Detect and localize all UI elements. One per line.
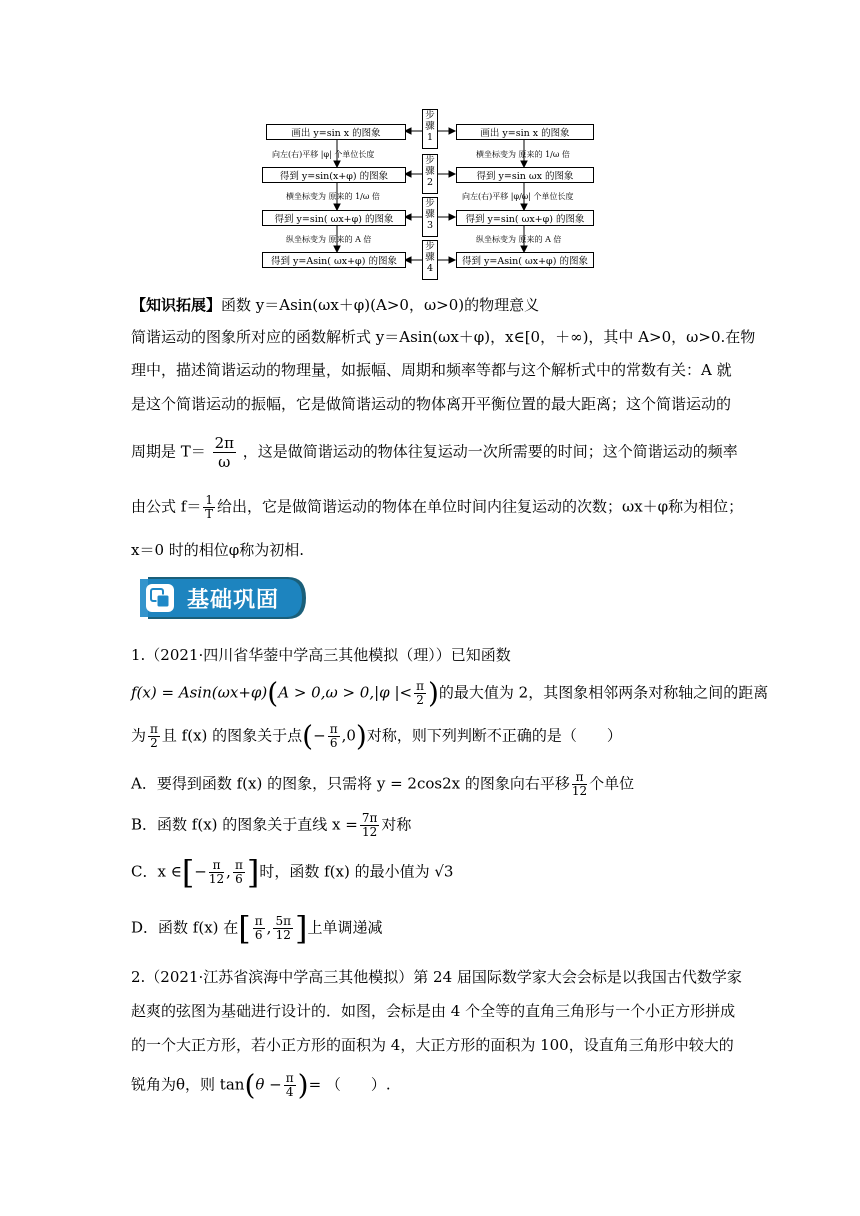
section-badge-label: 基础巩固 — [187, 588, 280, 613]
flow-step-2: 步骤2 — [422, 154, 438, 194]
flow-left-box-3: 得到 y=sin( ωx+φ) 的图象 — [262, 210, 406, 226]
q1-stem-line-2: f(x) = Asin(ωx+φ)(A > 0,ω > 0,|φ |< $\frac{\pi}{2}$ )的最大值为 2，其图象相邻两条对称轴之间的距离 — [131, 676, 769, 710]
q2-stem-line-3: 的一个大正方形，若小正方形的面积为 4，大正方形的面积为 100，设直角三角形中较大的 — [131, 1036, 734, 1054]
flow-right-label-3: 纵坐标变为 原来的 A 倍 — [476, 235, 562, 244]
flow-left-box-1: 画出 y=sin x 的图象 — [266, 124, 406, 140]
flow-right-box-1: 画出 y=sin x 的图象 — [456, 124, 594, 140]
flow-left-label-1: 向左(右)平移 |φ| 个单位长度 — [272, 150, 375, 159]
flow-step-3: 步骤3 — [422, 197, 438, 237]
q1-stem-line-1: 1.（2021·四川省华蓥中学高三其他模拟（理））已知函数 — [131, 646, 511, 664]
knowledge-line-2: 理中，描述简谐运动的物理量，如振幅、周期和频率等都与这个解析式中的常数有关：A 就 — [131, 361, 732, 379]
transformation-flowchart — [262, 107, 598, 273]
flow-step-1: 步骤1 — [422, 109, 438, 149]
q2-stem-line-1: 2.（2021·江苏省滨海中学高三其他模拟）第 24 届国际数学家大会会标是以我国古代数学家 — [131, 968, 742, 986]
q1-option-d: D．函数 f(x) 在[ $\frac{\pi}{6}$ , $\frac{5\pi}{12}$ ]上单调递减 — [131, 909, 383, 948]
knowledge-heading — [131, 294, 539, 315]
flow-left-box-4: 得到 y=Asin( ωx+φ) 的图象 — [262, 252, 406, 268]
knowledge-title: 函数 y＝Asin(ωx＋φ)(A>0，ω>0)的物理意义 — [221, 296, 540, 314]
q1-option-b: B．函数 f(x) 的图象关于直线 x = $\frac{7\pi}{12}$ 对称 — [131, 811, 412, 839]
knowledge-line-6: x＝0 时的相位φ称为初相. — [131, 541, 305, 559]
knowledge-line-5: 由公式 f＝ $\frac{1}{T}$ 给出，它是做简谐运动的物体在单位时间内往复运动的次数；ωx＋φ称为相位； — [131, 493, 744, 521]
knowledge-line-1: 简谐运动的图象所对应的函数解析式 y＝Asin(ωx＋φ)，x∈[0，＋∞)，其中 A>0，ω>0.在物 — [131, 328, 756, 346]
q2-stem-line-4: 锐角为θ，则 tan(θ − $\frac{\pi}{4}$ )= （ ）. — [131, 1068, 391, 1102]
flow-right-box-4: 得到 y=Asin( ωx+φ) 的图象 — [456, 252, 594, 268]
q1-option-a: A．要得到函数 f(x) 的图象，只需将 y = 2cos2x 的图象向右平移 $\frac{\pi}{12}$ 个单位 — [131, 770, 635, 798]
flow-right-label-1: 横坐标变为 原来的 1/ω 倍 — [476, 150, 570, 159]
knowledge-line-4: 周期是 T＝ $\frac{2\pi}{\omega}$ ，这是做简谐运动的物体往复运动一次所需要的时间；这个简谐运动的频率 — [131, 434, 738, 471]
flow-left-box-2: 得到 y=sin(x+φ) 的图象 — [262, 167, 406, 183]
q2-stem-line-2: 赵爽的弦图为基础进行设计的．如图，会标是由 4 个全等的直角三角形与一个小正方形拼成 — [131, 1002, 736, 1020]
q1-option-c: C．x ∈[− $\frac{\pi}{12}$ , $\frac{\pi}{6}$ ]时，函数 f(x) 的最小值为 √3 — [131, 853, 454, 892]
flow-right-box-3: 得到 y=sin( ωx+φ) 的图象 — [456, 210, 594, 226]
flow-step-4: 步骤4 — [422, 240, 438, 280]
frequency-fraction: $\frac{1}{T}$ — [205, 493, 214, 521]
q1-stem-line-3: 为 $\frac{\pi}{2}$ 且 f(x) 的图象关于点(− $\frac{\pi}{6}$ ,0)对称，则下列判断不正确的是（ ） — [131, 719, 622, 753]
period-fraction: $\frac{2\pi}{\omega}$ — [214, 434, 234, 471]
flow-left-label-2: 横坐标变为 原来的 1/ω 倍 — [286, 192, 380, 201]
knowledge-line-3: 是这个简谐运动的振幅，它是做简谐运动的物体离开平衡位置的最大距离；这个简谐运动的 — [131, 395, 732, 413]
flow-left-label-3: 纵坐标变为 原来的 A 倍 — [286, 235, 372, 244]
flow-right-label-2: 向左(右)平移 |φ/ω| 个单位长度 — [462, 192, 574, 201]
knowledge-tag: 【知识拓展】 — [131, 296, 222, 314]
flow-right-box-2: 得到 y=sin ωx 的图象 — [456, 167, 594, 183]
